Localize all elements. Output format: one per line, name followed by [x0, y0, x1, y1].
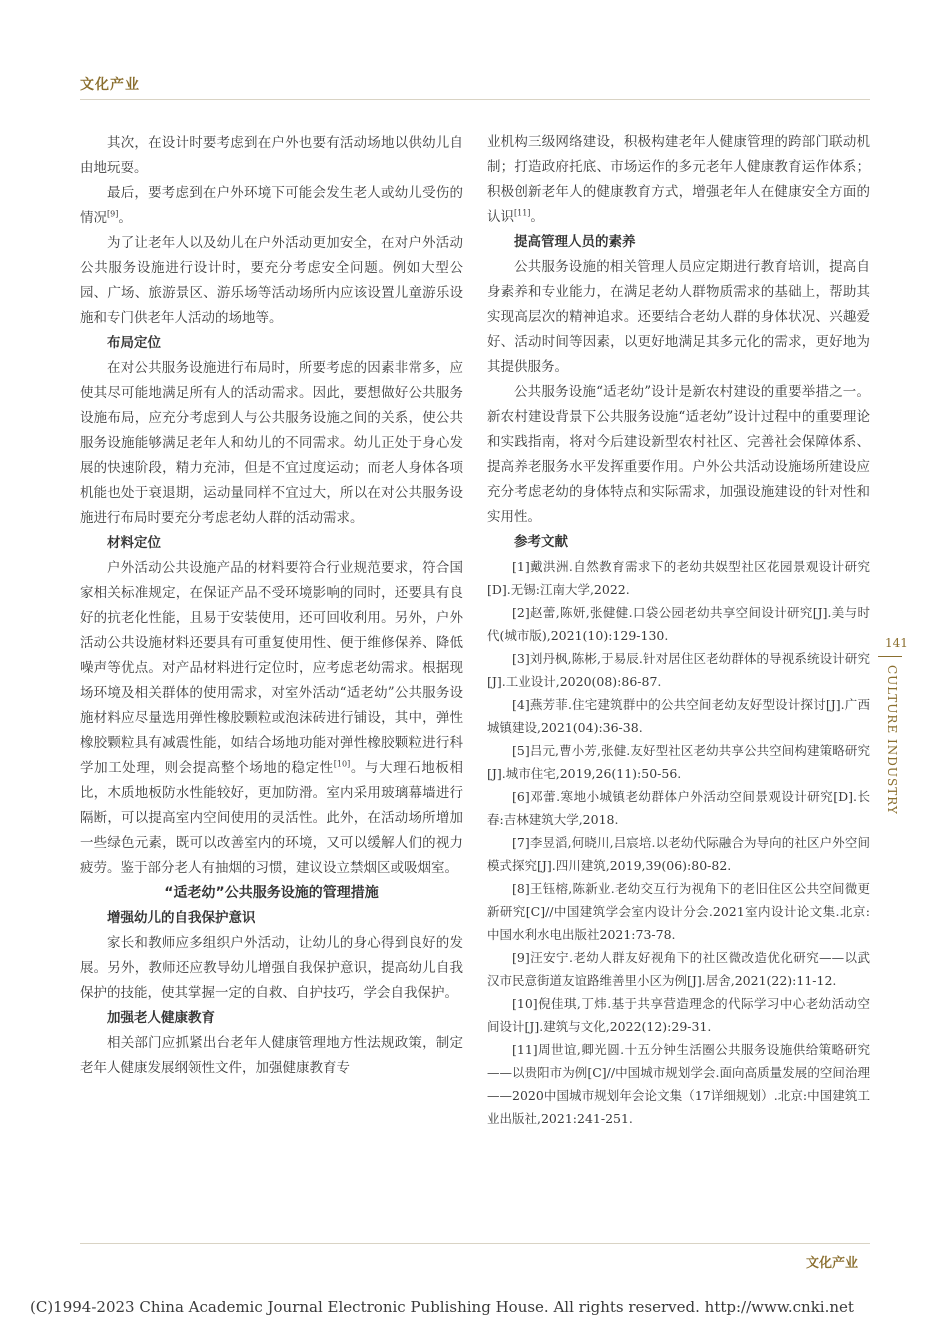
- paragraph-text: 公共服务设施“适老幼”设计是新农村建设的重要举措之一。新农村建设背景下公共服务设施“适老幼”设计过程中的重要理论和实践指南，将对今后建设新型农村社区、完善社会保障体系、提高养老服务水平发挥重要作用。户外公共活动设施场所建设应充分考虑老幼的身体特点和实际需求，加强设施建设的针对性和实用性。: [487, 384, 870, 525]
- paragraph-text: 其次，在设计时要考虑到在户外也要有活动场地以供幼儿自由地玩耍。: [80, 135, 463, 176]
- paragraph: [80, 231, 463, 331]
- references-heading: 参考文献: [514, 534, 568, 550]
- reference-item: [9]汪安宁.老幼人群友好视角下的社区微改造优化研究——以武汉市民意街道友谊路维善里小区为例[J].居舍,2021(22):11-12.: [487, 950, 870, 988]
- citation: [10]: [333, 759, 351, 769]
- paragraph: [487, 130, 870, 230]
- paragraph: [80, 131, 463, 181]
- reference-item: [3]刘丹枫,陈彬,于易辰.针对居住区老幼群体的导视系统设计研究[J].工业设计,2020(08):86-87.: [487, 651, 870, 689]
- reference-item: [4]燕芳菲.住宅建筑群中的公共空间老幼友好型设计探讨[J].广西城镇建设,2021(04):36-38.: [487, 697, 870, 735]
- footer-divider: [80, 1243, 870, 1244]
- paragraph: [487, 255, 870, 380]
- paragraph: [80, 931, 463, 1006]
- header-divider: [80, 99, 870, 100]
- subheading-material: 材料定位: [107, 535, 161, 551]
- reference-item: [6]邓蕾.寒地小城镇老幼群体户外活动空间景观设计研究[D].长春:吉林建筑大学,2018.: [487, 789, 870, 827]
- copyright-notice: (C)1994-2023 China Academic Journal Electronic Publishing House. All rights reserved. http://www.cnki.net: [30, 1298, 854, 1316]
- reference-item: [8]王钰榕,陈新业.老幼交互行为视角下的老旧住区公共空间微更新研究[C]//中国建筑学会室内设计分会.2021室内设计论文集.北京:中国水利水电出版社2021:73-78.: [487, 881, 870, 942]
- reference-item: [1]戴洪洲.自然教育需求下的老幼共娱型社区花园景观设计研究[D].无锡:江南大学,2022.: [487, 559, 870, 597]
- reference-item: [5]吕元,曹小芳,张健.友好型社区老幼共享公共空间构建策略研究[J].城市住宅,2019,26(11):50-56.: [487, 743, 870, 781]
- right-column: [487, 130, 870, 1130]
- paragraph-text: 。: [118, 210, 132, 226]
- paragraph: [487, 380, 870, 530]
- citation: [9]: [107, 209, 119, 219]
- subheading-layout: 布局定位: [107, 335, 161, 351]
- citation: [11]: [514, 208, 531, 218]
- paragraph-text: 。与大理石地板相比，木质地板防水性能较好，更加防滑。室内采用玻璃幕墙进行隔断，可以提高室内空间使用的灵活性。此外，在活动场所增加一些绿色元素，既可以改善室内的环境，又可以缓解人们的视力疲劳。鉴于部分老人有抽烟的习惯，建议设立禁烟区或吸烟室。: [80, 760, 464, 876]
- paragraph-text: 。: [530, 209, 544, 225]
- paragraph-text: 相关部门应抓紧出台老年人健康管理地方性法规政策，制定老年人健康发展纲领性文件，加强健康教育专: [80, 1035, 463, 1076]
- reference-item: [2]赵蕾,陈妍,张健健.口袋公园老幼共享空间设计研究[J].美与时代(城市版),2021(10):129-130.: [487, 605, 870, 643]
- paragraph-text: 公共服务设施的相关管理人员应定期进行教育培训，提高自身素养和专业能力，在满足老幼人群物质需求的基础上，帮助其实现高层次的精神追求。还要结合老幼人群的身体状况、兴趣爱好、活动时间等因素，以更好地满足其多元化的需求，更好地为其提供服务。: [487, 259, 870, 375]
- page-number: 141: [885, 636, 908, 650]
- running-footer: 文化产业: [805, 1256, 858, 1271]
- paragraph-text: 在对公共服务设施进行布局时，所要考虑的因素非常多，应使其尽可能地满足所有人的活动需求。因此，要想做好公共服务设施布局，应充分考虑到人与公共服务设施之间的关系，使公共服务设施能够满足老年人和幼儿的不同需求。幼儿正处于身心发展的快速阶段，精力充沛，但是不宜过度运动；而老人身体各项机能也处于衰退期，运动量同样不宜过大，所以在对公共服务设施进行布局时要充分考虑老幼人群的活动需求。: [80, 360, 463, 526]
- paragraph: [80, 556, 463, 881]
- reference-item: [7]李昱滔,何晓川,吕宸培.以老幼代际融合为导向的社区户外空间模式探究[J].四川建筑,2019,39(06):80-82.: [487, 835, 870, 873]
- paragraph: [80, 356, 463, 531]
- section-heading: “适老幼”公共服务设施的管理措施: [164, 885, 379, 901]
- paragraph-text: 最后，要考虑到在户外环境下可能会发生老人或幼儿受伤的情况: [80, 185, 463, 226]
- reference-list: [487, 555, 870, 1130]
- paragraph-text: 户外活动公共设施产品的材料要符合行业规范要求，符合国家相关标准规定，在保证产品不受环境影响的同时，还要具有良好的抗老化性能，且易于安装使用，还可回收利用。另外，户外活动公共设施材料还要具有可重复使用性、便于维修保养、降低噪声等优点。对产品材料进行定位时，应考虑老幼需求。根据现场环境及相关群体的使用需求，对室外活动“适老幼”公共服务设施材料应尽量选用弹性橡胶颗粒或泡沫砖进行铺设，其中，弹性橡胶颗粒具有减震性能，如结合场地功能对弹性橡胶颗粒进行科学加工处理，则会提高整个场地的稳定性: [80, 560, 463, 776]
- paragraph-text: 为了让老年人以及幼儿在户外活动更加安全，在对户外活动公共服务设施进行设计时，要充分考虑安全问题。例如大型公园、广场、旅游景区、游乐场等活动场所内应该设置儿童游乐设施和专门供老年人活动的场地等。: [80, 235, 463, 326]
- side-divider: [878, 656, 902, 657]
- subheading-staff: 提高管理人员的素养: [514, 234, 636, 250]
- paragraph-text: 家长和教师应多组织户外活动，让幼儿的身心得到良好的发展。另外，教师还应教导幼儿增强自我保护意识，提高幼儿自我保护的技能，使其掌握一定的自救、自护技巧，学会自我保护。: [80, 935, 463, 1001]
- subheading-elder: 加强老人健康教育: [107, 1010, 215, 1026]
- subheading-child: 增强幼儿的自我保护意识: [107, 910, 256, 926]
- running-header: 文化产业: [80, 77, 140, 93]
- paragraph: [80, 1031, 463, 1081]
- paragraph: [80, 181, 463, 231]
- left-column: [80, 131, 463, 1081]
- reference-item: [10]倪佳琪,丁炜.基于共享营造理念的代际学习中心老幼活动空间设计[J].建筑与文化,2022(12):29-31.: [487, 996, 870, 1034]
- paragraph-text: 业机构三级网络建设，积极构建老年人健康管理的跨部门联动机制；打造政府托底、市场运作的多元老年人健康教育运作体系；积极创新老年人的健康教育方式，增强老年人在健康安全方面的认识: [487, 134, 870, 225]
- reference-item: [11]周世谊,卿光圆.十五分钟生活圈公共服务设施供给策略研究——以贵阳市为例[C]//中国城市规划学会.面向高质量发展的空间治理——2020中国城市规划年会论文集（17详细规划）.北京:中国建筑工业出版社,2021:241-251.: [487, 1042, 870, 1126]
- side-journal-label: CULTURE INDUSTRY: [885, 665, 899, 815]
